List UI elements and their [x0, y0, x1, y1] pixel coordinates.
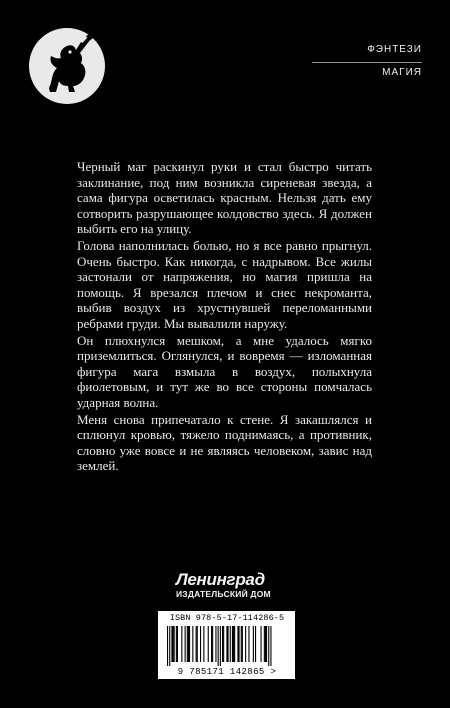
isbn-barcode — [158, 611, 295, 679]
barcode-bar — [167, 626, 168, 666]
barcode-bar — [241, 626, 242, 662]
barcode-bar — [265, 626, 266, 662]
back-cover-blurb — [77, 159, 372, 475]
barcode-bar — [232, 626, 233, 662]
barcode-bar — [268, 626, 269, 666]
barcode-digits: 9 785171 142865 > — [177, 667, 277, 677]
isbn-text: ISBN 978-5-17-114286-5 — [169, 613, 285, 623]
publisher-name: Ленинград — [176, 570, 265, 589]
barcode-bar — [189, 626, 190, 662]
barcode-bar — [253, 626, 254, 662]
barcode-bar — [264, 626, 265, 662]
publisher-subtitle: ИЗДАТЕЛЬСКИЙ ДОМ — [176, 589, 271, 599]
barcode-bar — [215, 626, 216, 662]
barcode-bar — [228, 626, 229, 662]
barcode-bar — [220, 626, 221, 666]
barcode-bar — [226, 626, 227, 662]
griffin-logo-icon — [29, 28, 105, 104]
barcode-bar — [239, 626, 240, 662]
genre-divider — [312, 62, 422, 63]
barcode-bar — [234, 626, 235, 662]
barcode-bar — [248, 626, 249, 662]
publisher-logo — [176, 570, 286, 608]
genre-label — [312, 44, 422, 79]
blurb-paragraph: Голова наполнилась болью, но я все равно прыгнул. Очень быстро. Как никогда, с надрывом. Все жилы застонали от напряжения, но магия пришла на помощь. Я врезался плечом и снес некроманта, выбив воздух из хрустнувшей переломанными ребрами груди. Мы вывалили наружу. — [77, 237, 372, 331]
barcode-bar — [203, 626, 204, 662]
barcode-bar — [181, 626, 182, 662]
barcode-bar — [187, 626, 188, 662]
barcode-bar — [270, 626, 271, 666]
barcode-bar — [177, 626, 178, 662]
barcode-bar — [266, 626, 267, 662]
barcode-bar — [211, 626, 212, 662]
barcode-bar — [233, 626, 234, 662]
barcode-bar — [261, 626, 262, 662]
barcode-bar — [174, 626, 175, 662]
barcode-bar — [176, 626, 177, 662]
barcode-bar — [255, 626, 256, 662]
barcode-bar — [222, 626, 223, 662]
blurb-paragraph: Черный маг раскинул руки и стал быстро читать заклинание, под ним возникла сиреневая звезда, а сама фигура осветилась красным. Нельзя дать ему сотворить разрушающее колдовство здесь. Я должен выбить его на улицу. — [77, 159, 372, 237]
barcode-bar — [173, 626, 174, 662]
barcode-bar — [212, 626, 213, 662]
barcode-bar — [218, 626, 219, 666]
barcode-bars — [167, 626, 287, 666]
genre-line-1: ФЭНТЕЗИ — [367, 44, 422, 55]
barcode-bar — [196, 626, 197, 662]
barcode-bar — [245, 626, 246, 662]
barcode-bar — [188, 626, 189, 662]
genre-line-2: МАГИЯ — [382, 67, 422, 78]
barcode-bar — [171, 626, 172, 662]
barcode-bar — [242, 626, 243, 662]
barcode-bar — [200, 626, 201, 662]
barcode-bar — [185, 626, 186, 662]
barcode-bar — [237, 626, 238, 662]
barcode-bar — [169, 626, 170, 666]
barcode-bar — [230, 626, 231, 662]
blurb-paragraph: Меня снова припечатало к стене. Я закашлялся и сплюнул кровью, тяжело поднимаясь, а противник, словно уже вовсе и не являясь человеком, завис над землей. — [77, 411, 372, 474]
barcode-bar — [208, 626, 209, 662]
barcode-bar — [223, 626, 224, 662]
barcode-bar — [192, 626, 193, 662]
barcode-bar — [197, 626, 198, 662]
blurb-paragraph: Он плюхнулся мешком, а мне удалось мягко приземлиться. Оглянулся, и вовремя — изломанная фигура мага взмыла в воздух, полыхнула фиолетовым, и тут же во все стороны помчалась ударная волна. — [77, 332, 372, 410]
